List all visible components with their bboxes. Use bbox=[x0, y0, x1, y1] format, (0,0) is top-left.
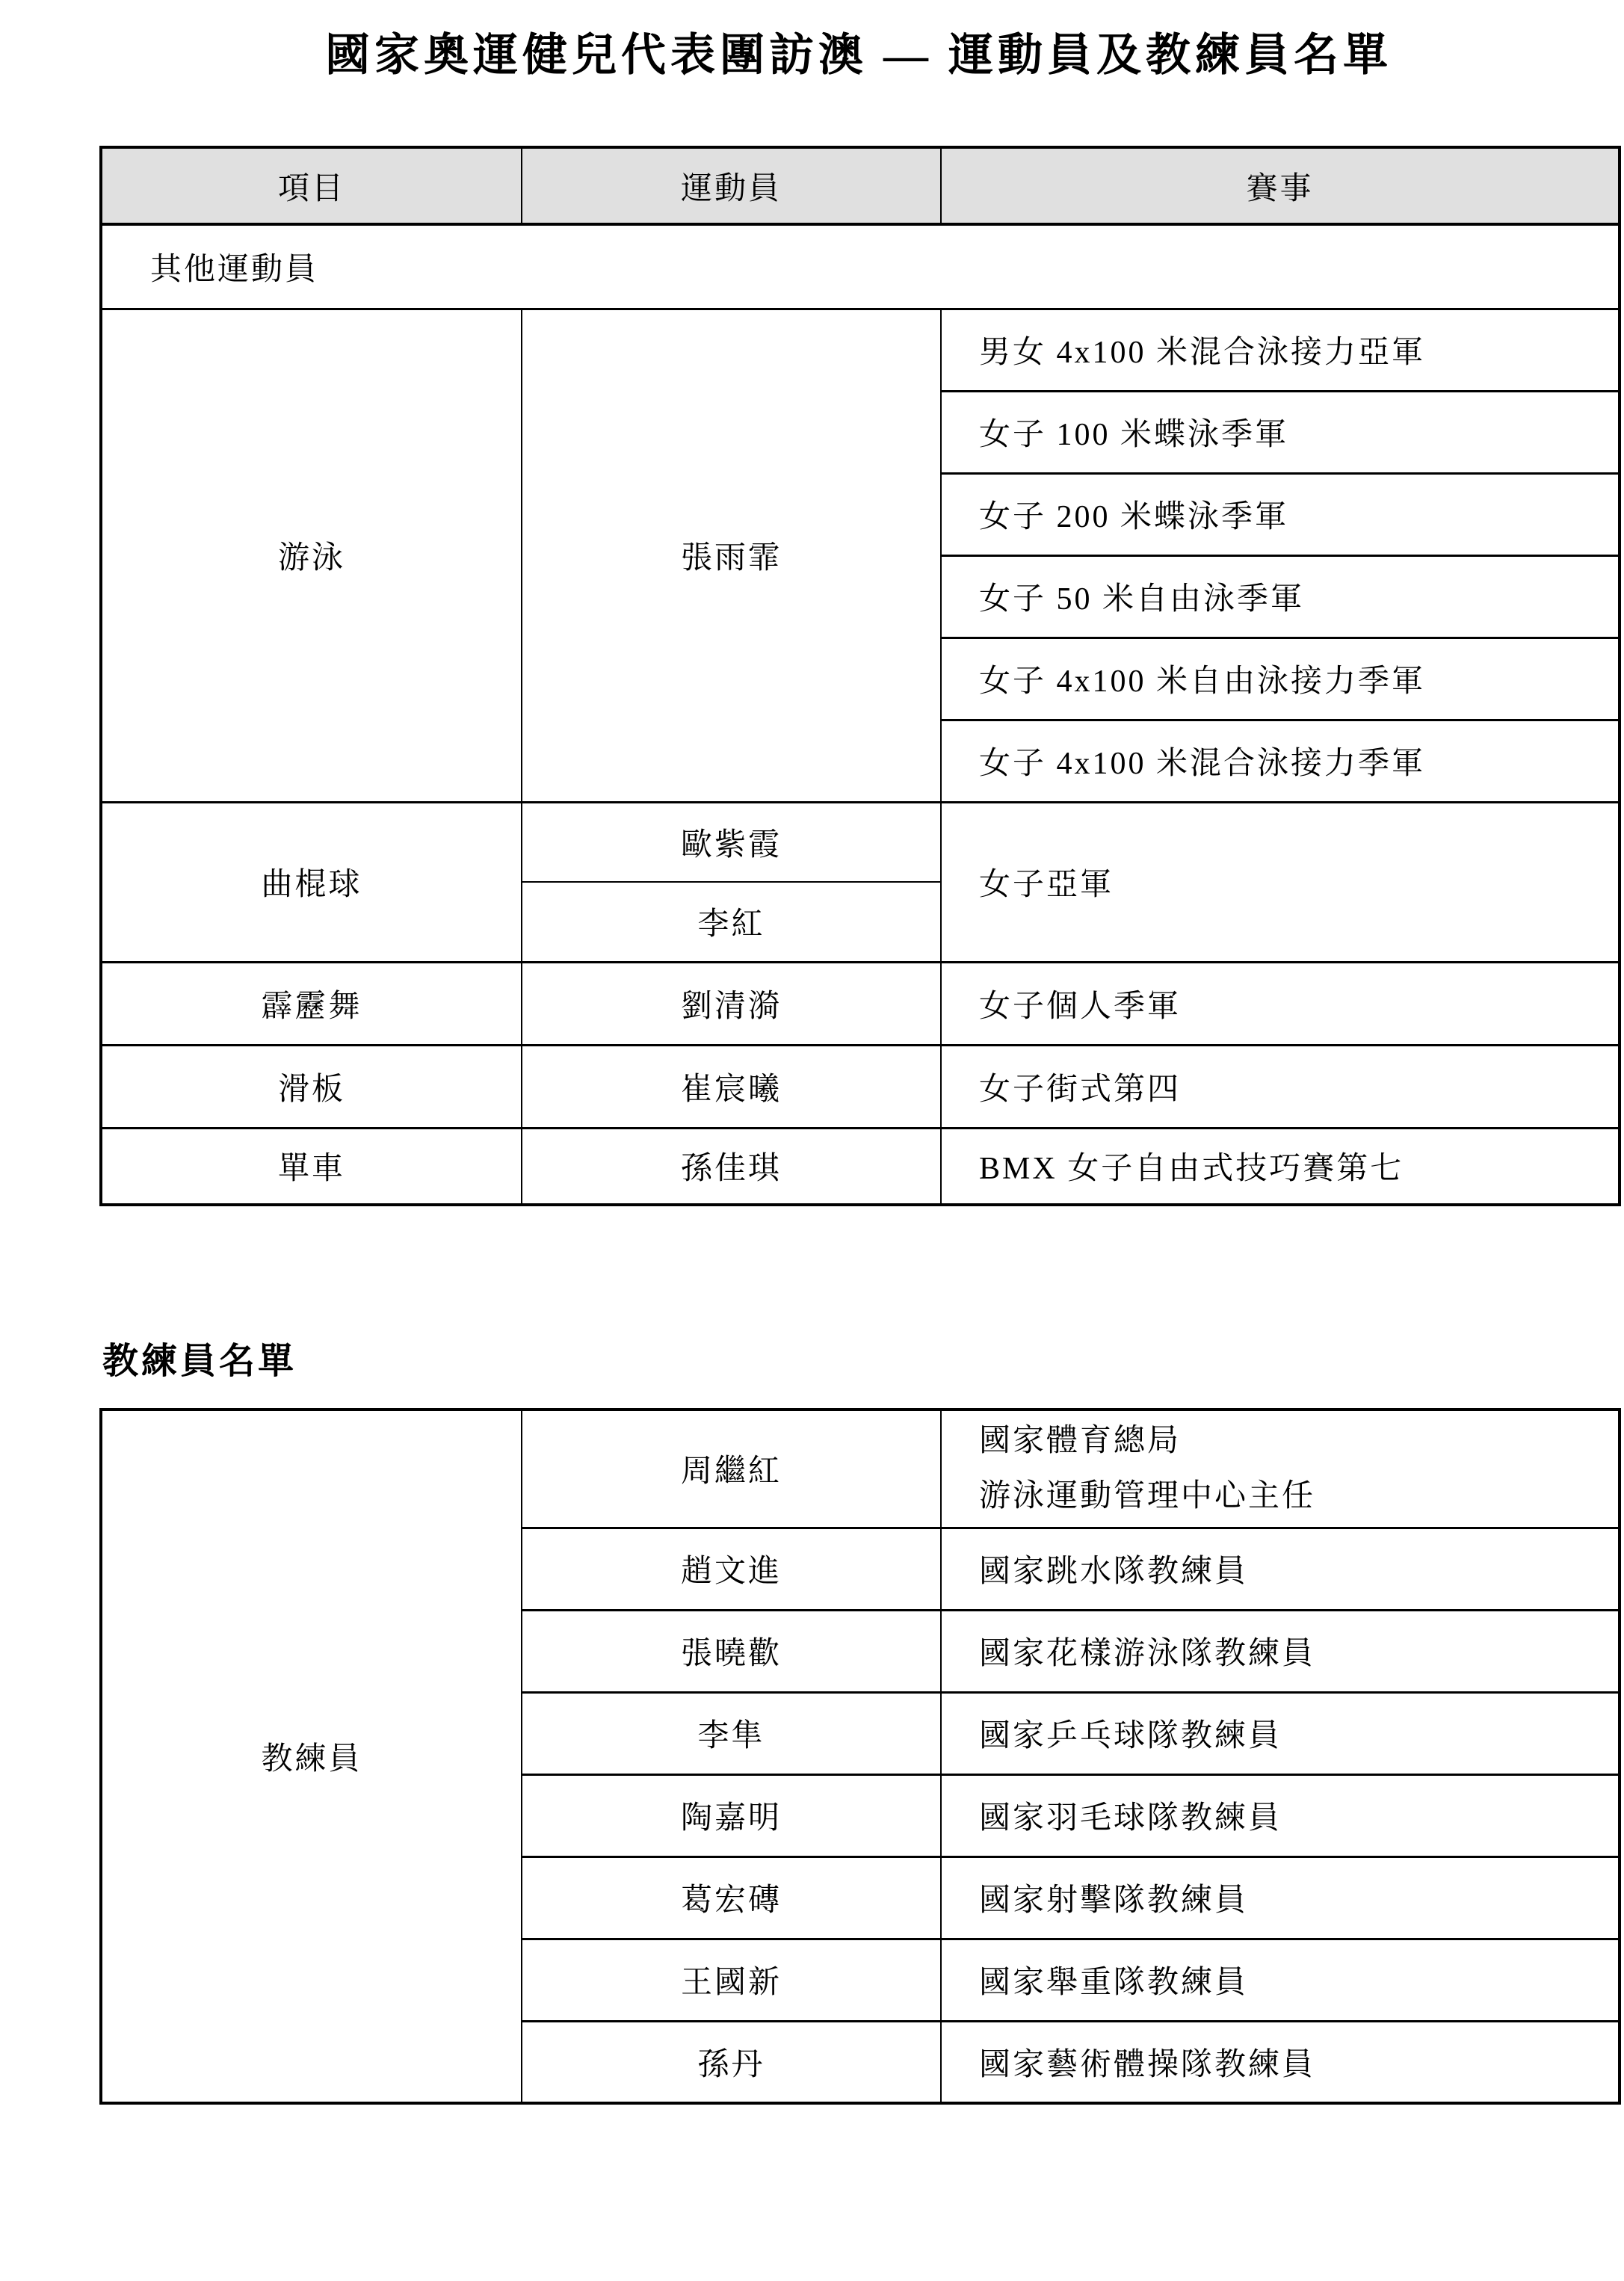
cell-event: 女子 4x100 米自由泳接力季軍 bbox=[941, 638, 1620, 720]
table-row bbox=[101, 802, 1620, 882]
header-cell-event: 賽事 bbox=[941, 147, 1620, 224]
cell-event: 女子街式第四 bbox=[941, 1045, 1620, 1128]
cell-athlete: 李紅 bbox=[522, 882, 941, 962]
table-row bbox=[101, 1128, 1620, 1205]
table-row bbox=[101, 1410, 1620, 1528]
section-label-other-athletes: 其他運動員 bbox=[101, 224, 1620, 309]
page-title: 國家奧運健兒代表團訪澳 — 運動員及教練員名單 bbox=[325, 31, 1392, 80]
cell-coach-name: 周繼紅 bbox=[522, 1410, 941, 1528]
cell-event: 女子亞軍 bbox=[941, 802, 1620, 962]
table-row bbox=[101, 309, 1620, 391]
athletes-table bbox=[99, 146, 1621, 1206]
header-cell-athlete: 運動員 bbox=[522, 147, 941, 224]
cell-coach-title: 國家乒乓球隊教練員 bbox=[941, 1692, 1620, 1774]
coaches-table bbox=[99, 1408, 1621, 2105]
cell-sport-breaking: 霹靂舞 bbox=[101, 962, 522, 1045]
cell-event: 女子 50 米自由泳季軍 bbox=[941, 555, 1620, 638]
cell-coach-name: 王國新 bbox=[522, 1939, 941, 2021]
cell-athlete: 孫佳琪 bbox=[522, 1128, 941, 1205]
cell-sport-swimming: 游泳 bbox=[101, 309, 522, 802]
cell-coach-title: 國家藝術體操隊教練員 bbox=[941, 2021, 1620, 2103]
athletes-table-header-row bbox=[101, 147, 1620, 224]
cell-sport-skateboarding: 滑板 bbox=[101, 1045, 522, 1128]
coach-title-line: 游泳運動管理中心主任 bbox=[979, 1479, 1316, 1514]
cell-coach-title bbox=[941, 1410, 1620, 1528]
cell-event: 男女 4x100 米混合泳接力亞軍 bbox=[941, 309, 1620, 391]
cell-sport-hockey: 曲棍球 bbox=[101, 802, 522, 962]
header-cell-sport: 項目 bbox=[101, 147, 522, 224]
coach-title-line: 國家體育總局 bbox=[979, 1424, 1182, 1459]
cell-event: 女子 100 米蝶泳季軍 bbox=[941, 391, 1620, 473]
cell-coach-title: 國家射擊隊教練員 bbox=[941, 1856, 1620, 1939]
section-row-other-athletes bbox=[101, 224, 1620, 309]
cell-coach-title: 國家羽毛球隊教練員 bbox=[941, 1774, 1620, 1856]
cell-event: BMX 女子自由式技巧賽第七 bbox=[941, 1128, 1620, 1205]
cell-event: 女子個人季軍 bbox=[941, 962, 1620, 1045]
table-row bbox=[101, 962, 1620, 1045]
cell-athlete: 歐紫霞 bbox=[522, 802, 941, 882]
cell-coach-name: 陶嘉明 bbox=[522, 1774, 941, 1856]
cell-coach-name: 葛宏磚 bbox=[522, 1856, 941, 1939]
cell-athlete-swimming: 張雨霏 bbox=[522, 309, 941, 802]
cell-coach-title: 國家花樣游泳隊教練員 bbox=[941, 1610, 1620, 1692]
table-row bbox=[101, 1045, 1620, 1128]
cell-coach-name: 張曉歡 bbox=[522, 1610, 941, 1692]
cell-coach-name: 李隼 bbox=[522, 1692, 941, 1774]
cell-coach-title: 國家舉重隊教練員 bbox=[941, 1939, 1620, 2021]
cell-event: 女子 200 米蝶泳季軍 bbox=[941, 473, 1620, 555]
cell-athlete: 劉清漪 bbox=[522, 962, 941, 1045]
cell-coach-title: 國家跳水隊教練員 bbox=[941, 1528, 1620, 1610]
cell-coach-name: 孫丹 bbox=[522, 2021, 941, 2103]
cell-event: 女子 4x100 米混合泳接力季軍 bbox=[941, 720, 1620, 802]
cell-coach-group-label: 教練員 bbox=[101, 1410, 522, 2103]
cell-athlete: 崔宸曦 bbox=[522, 1045, 941, 1128]
coaches-section-heading: 教練員名單 bbox=[102, 1342, 297, 1381]
cell-sport-cycling: 單車 bbox=[101, 1128, 522, 1205]
cell-coach-name: 趙文進 bbox=[522, 1528, 941, 1610]
